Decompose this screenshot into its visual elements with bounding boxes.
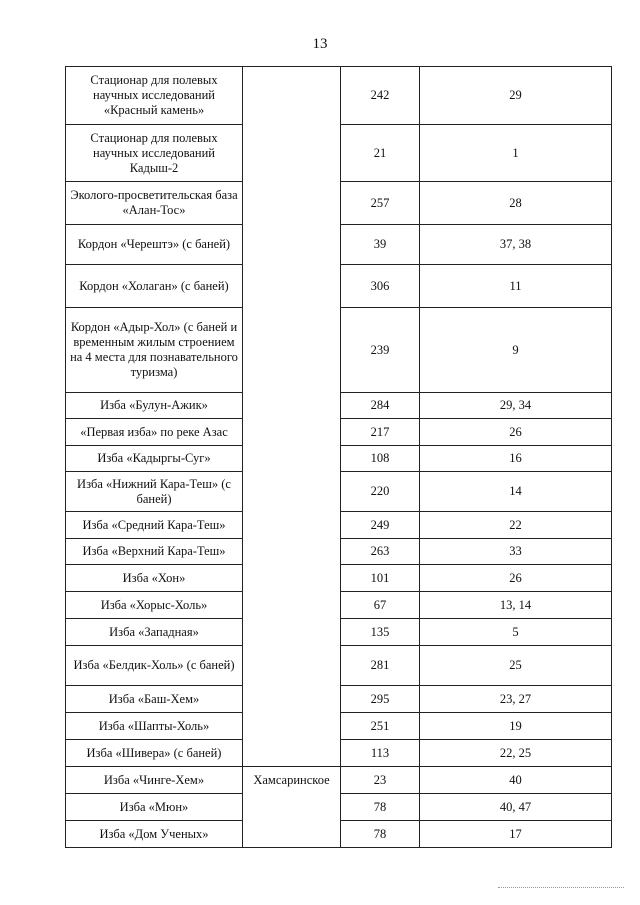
- number-cell: 263: [341, 539, 420, 565]
- number-cell: 23, 27: [420, 686, 612, 713]
- number-cell: 25: [420, 646, 612, 686]
- region-cell: [243, 67, 341, 767]
- number-cell: 249: [341, 512, 420, 539]
- number-cell: 306: [341, 265, 420, 308]
- table-row: [66, 767, 612, 794]
- name-cell: Изба «Белдик-Холь» (с баней): [66, 646, 243, 686]
- name-cell: Изба «Хорыс-Холь»: [66, 592, 243, 619]
- number-cell: 251: [341, 713, 420, 740]
- name-cell: Изба «Средний Кара-Теш»: [66, 512, 243, 539]
- number-cell: 242: [341, 67, 420, 125]
- scan-edge-line: [498, 887, 624, 888]
- name-cell: Изба «Мюн»: [66, 794, 243, 821]
- name-cell: Изба «Шивера» (с баней): [66, 740, 243, 767]
- number-cell: 113: [341, 740, 420, 767]
- number-cell: 78: [341, 794, 420, 821]
- name-cell: Изба «Хон»: [66, 565, 243, 592]
- number-cell: 23: [341, 767, 420, 794]
- number-cell: 13, 14: [420, 592, 612, 619]
- number-cell: 239: [341, 308, 420, 393]
- name-cell: Изба «Булун-Ажик»: [66, 393, 243, 419]
- name-cell: Стационар для полевых научных исследований Кадыш-2: [66, 125, 243, 182]
- name-cell: Стационар для полевых научных исследований «Красный камень»: [66, 67, 243, 125]
- number-cell: 21: [341, 125, 420, 182]
- number-cell: 40: [420, 767, 612, 794]
- number-cell: 22, 25: [420, 740, 612, 767]
- number-cell: 22: [420, 512, 612, 539]
- region-cell: Хамсаринское: [243, 767, 341, 848]
- name-cell: Изба «Баш-Хем»: [66, 686, 243, 713]
- number-cell: 40, 47: [420, 794, 612, 821]
- number-cell: 108: [341, 446, 420, 472]
- name-cell: Изба «Шапты-Холь»: [66, 713, 243, 740]
- name-cell: Изба «Нижний Кара-Теш» (с баней): [66, 472, 243, 512]
- name-cell: Изба «Дом Ученых»: [66, 821, 243, 848]
- name-cell: «Первая изба» по реке Азас: [66, 419, 243, 446]
- number-cell: 37, 38: [420, 225, 612, 265]
- number-cell: 5: [420, 619, 612, 646]
- number-cell: 281: [341, 646, 420, 686]
- name-cell: Кордон «Адыр-Хол» (с баней и временным жилым строением на 4 места для познавательного туризма): [66, 308, 243, 393]
- number-cell: 29, 34: [420, 393, 612, 419]
- number-cell: 28: [420, 182, 612, 225]
- number-cell: 220: [341, 472, 420, 512]
- number-cell: 14: [420, 472, 612, 512]
- number-cell: 284: [341, 393, 420, 419]
- number-cell: 135: [341, 619, 420, 646]
- page-number: 13: [312, 36, 328, 52]
- number-cell: 1: [420, 125, 612, 182]
- table-row: [66, 67, 612, 125]
- number-cell: 19: [420, 713, 612, 740]
- number-cell: 39: [341, 225, 420, 265]
- number-cell: 11: [420, 265, 612, 308]
- number-cell: 295: [341, 686, 420, 713]
- facilities-table: [65, 66, 612, 848]
- name-cell: Кордон «Холаган» (с баней): [66, 265, 243, 308]
- name-cell: Изба «Кадыргы-Суг»: [66, 446, 243, 472]
- number-cell: 33: [420, 539, 612, 565]
- number-cell: 101: [341, 565, 420, 592]
- number-cell: 26: [420, 419, 612, 446]
- name-cell: Кордон «Черештэ» (с баней): [66, 225, 243, 265]
- number-cell: 16: [420, 446, 612, 472]
- number-cell: 26: [420, 565, 612, 592]
- number-cell: 9: [420, 308, 612, 393]
- number-cell: 217: [341, 419, 420, 446]
- number-cell: 17: [420, 821, 612, 848]
- name-cell: Эколого-просветительская база «Алан-Тос»: [66, 182, 243, 225]
- number-cell: 78: [341, 821, 420, 848]
- name-cell: Изба «Западная»: [66, 619, 243, 646]
- name-cell: Изба «Чинге-Хем»: [66, 767, 243, 794]
- number-cell: 67: [341, 592, 420, 619]
- name-cell: Изба «Верхний Кара-Теш»: [66, 539, 243, 565]
- number-cell: 29: [420, 67, 612, 125]
- number-cell: 257: [341, 182, 420, 225]
